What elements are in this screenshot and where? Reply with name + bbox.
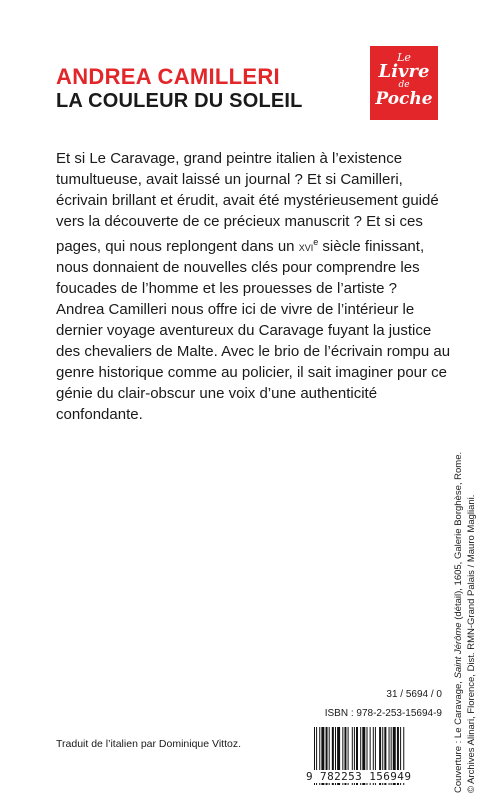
book-title: LA COULEUR DU SOLEIL <box>56 90 303 112</box>
publisher-logo <box>370 46 438 120</box>
barcode-digits: 9 782253 156949 <box>306 770 446 783</box>
credits-line-1 <box>452 451 465 793</box>
cover-credits <box>452 451 478 793</box>
logo-line-2: Livre <box>378 61 430 82</box>
book-codes <box>325 685 442 723</box>
credits-line-2: © Archives Alinari, Florence, Dist. RMN-Grand Palais / Mauro Magliani. <box>466 494 477 793</box>
logo-line-3: de <box>398 80 410 90</box>
credits-line1-after: (détail), 1605, Galerie Borghèse, Rome. <box>453 451 464 623</box>
edition-code: 31 / 5694 / 0 <box>386 689 442 700</box>
logo-line-4: Poche <box>375 89 433 109</box>
blurb-paragraph-1 <box>56 148 456 299</box>
author-name: ANDREA CAMILLERI <box>56 64 280 89</box>
isbn: ISBN : 978-2-253-15694-9 <box>324 708 442 719</box>
century-sup: e <box>313 237 319 247</box>
logo-line-1: Le <box>397 51 411 64</box>
translator-credit: Traduit de l’italien par Dominique Vittoz. <box>56 738 242 750</box>
blurb-p1-before: Et si Le Caravage, grand peintre italien à l’existence tumultueuse, avait laissé un journal ? Et si Camilleri, écrivain brillant et érudit, avait été mystérieusement guidé vers la découverte de ce précieux manuscrit ? Et si ces pages, qui nous replongent dans un <box>56 150 439 255</box>
credits-line1-before: Couverture : Le Caravage, <box>453 678 464 793</box>
blurb <box>56 148 456 425</box>
century-numeral: xvi <box>298 239 314 254</box>
credits-painting-title: Saint Jérôme <box>453 622 464 679</box>
blurb-p1-after: siècle finissant, nous donnaient de nouvelles clés pour comprendre les foucades de l’homme et les prouesses de l’artiste ? <box>56 238 425 297</box>
blurb-paragraph-2: Andrea Camilleri nous offre ici de vivre de l’intérieur le dernier voyage aventureux du Caravage fuyant la justice des chevaliers de Malte. Avec le brio de l’écrivain rompu au genre historique comme au policier, il sait imaginer pour ce génie du clair-obscur une voix d’une authenticité confondante. <box>56 301 451 423</box>
